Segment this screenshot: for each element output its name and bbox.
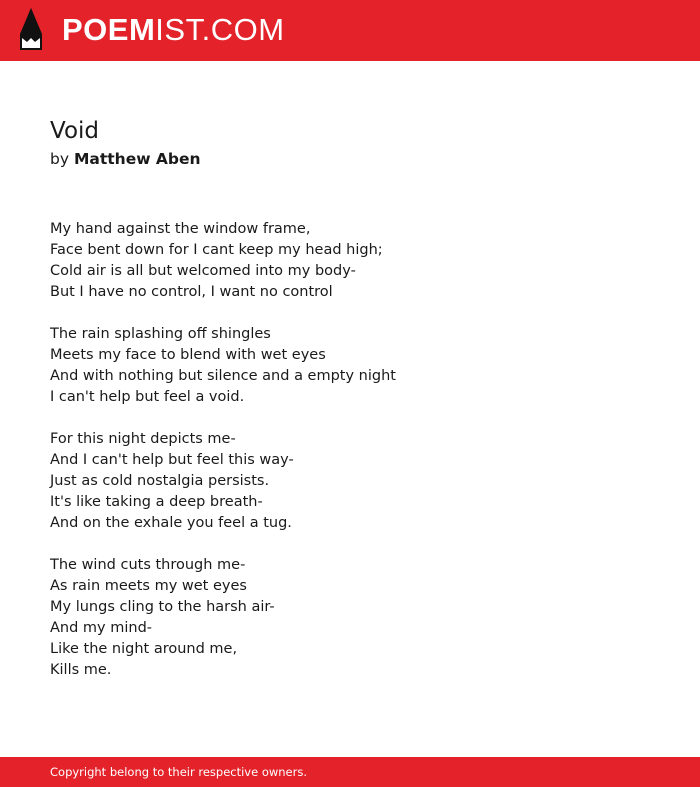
poem-line: And I can't help but feel this way- bbox=[50, 452, 294, 468]
poem-line: For this night depicts me- bbox=[50, 431, 236, 447]
poem-line: And with nothing but silence and a empty night bbox=[50, 368, 396, 384]
poem-line: Meets my face to blend with wet eyes bbox=[50, 347, 326, 363]
poem-line: It's like taking a deep breath- bbox=[50, 494, 263, 510]
stanza bbox=[50, 324, 650, 408]
poem-line: And my mind- bbox=[50, 620, 153, 636]
poem-title: Void bbox=[50, 118, 100, 144]
poem-line: Like the night around me, bbox=[50, 641, 238, 657]
pencil-tip-icon bbox=[18, 8, 44, 52]
poem-line: Face bent down for I cant keep my head high; bbox=[50, 242, 383, 258]
poem-line: The wind cuts through me- bbox=[50, 557, 246, 573]
author-name[interactable]: Matthew Aben bbox=[73, 150, 201, 168]
brand-name bbox=[62, 8, 285, 52]
poem-line: The rain splashing off shingles bbox=[50, 326, 271, 342]
site-footer bbox=[0, 757, 700, 787]
poem-line: Just as cold nostalgia persists. bbox=[50, 473, 270, 489]
brand-name-bold: POEM bbox=[62, 12, 156, 47]
poem-line: But I have no control, I want no control bbox=[50, 284, 333, 300]
poem-line: I can't help but feel a void. bbox=[50, 389, 245, 405]
poem-line: My hand against the window frame, bbox=[50, 221, 311, 237]
site-logo[interactable] bbox=[18, 8, 285, 52]
poem-line: As rain meets my wet eyes bbox=[50, 578, 247, 594]
poem-line: And on the exhale you feel a tug. bbox=[50, 515, 292, 531]
poem-body bbox=[50, 219, 650, 702]
stanza bbox=[50, 555, 650, 681]
stanza bbox=[50, 429, 650, 534]
byline bbox=[50, 148, 201, 170]
site-header bbox=[0, 0, 700, 61]
copyright-notice: Copyright belong to their respective owners. bbox=[50, 765, 308, 779]
brand-name-light: IST.COM bbox=[155, 12, 285, 47]
poem-line: Kills me. bbox=[50, 662, 112, 678]
stanza bbox=[50, 219, 650, 303]
by-label: by bbox=[50, 150, 70, 168]
poem-line: My lungs cling to the harsh air- bbox=[50, 599, 275, 615]
poem-line: Cold air is all but welcomed into my body- bbox=[50, 263, 356, 279]
